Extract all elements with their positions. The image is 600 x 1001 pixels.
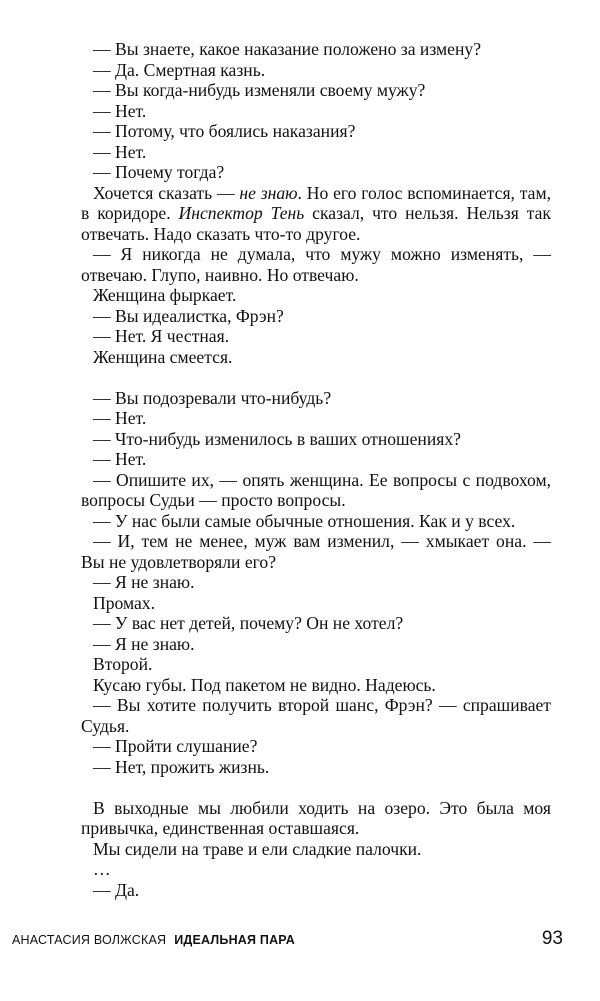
footer-book-title: ИДЕАЛЬНАЯ ПАРА bbox=[174, 933, 295, 947]
paragraph bbox=[81, 388, 551, 409]
paragraph bbox=[81, 859, 551, 880]
paragraph-text: — Что-нибудь изменилось в ваших отношениях? bbox=[93, 428, 461, 449]
paragraph-text: Женщина фыркает. bbox=[93, 285, 237, 305]
paragraph-text: Женщина смеется. bbox=[93, 346, 233, 367]
paragraph-text: — Да. bbox=[93, 879, 140, 900]
paragraph bbox=[81, 142, 551, 163]
paragraph-text: — Нет. Я честная. bbox=[93, 326, 230, 346]
paragraph-text: — Потому, что боялись наказания? bbox=[93, 121, 356, 141]
emphasis-text: не знаю bbox=[239, 182, 298, 203]
paragraph bbox=[81, 121, 551, 142]
paragraph-text: — Вы хотите получить второй шанс, Фрэн? — спрашивает Судья. bbox=[81, 695, 551, 736]
paragraph-text: — Вы идеалистка, Фрэн? bbox=[93, 305, 284, 326]
paragraph-text: Кусаю губы. Под пакетом не видно. Надеюсь. bbox=[93, 674, 436, 695]
paragraph bbox=[81, 39, 551, 60]
paragraph-text: — Я не знаю. bbox=[93, 633, 195, 654]
paragraph bbox=[81, 470, 551, 511]
paragraph-text: Хочется сказать — bbox=[93, 182, 240, 203]
paragraph-text: — Вы когда-нибудь изменяли своему мужу? bbox=[93, 80, 426, 100]
paragraph-text: — Пройти слушание? bbox=[93, 736, 258, 756]
page-text bbox=[81, 39, 551, 900]
text-block-2 bbox=[81, 388, 551, 778]
paragraph bbox=[81, 60, 551, 81]
paragraph-text: — Нет. bbox=[93, 141, 147, 162]
paragraph bbox=[81, 572, 551, 593]
paragraph-text: — Нет. bbox=[93, 100, 147, 121]
paragraph bbox=[81, 326, 551, 347]
paragraph bbox=[81, 101, 551, 122]
paragraph-text: Промах. bbox=[93, 592, 155, 613]
paragraph bbox=[81, 162, 551, 183]
paragraph-text: В выходные мы любили ходить на озеро. Это была моя привычка, единственная оставшаяся. bbox=[81, 797, 551, 838]
paragraph-text: — Вы знаете, какое наказание положено за измену? bbox=[93, 39, 481, 59]
page-footer bbox=[12, 928, 563, 950]
paragraph-text: — Нет. bbox=[93, 408, 147, 428]
paragraph bbox=[81, 183, 551, 245]
paragraph bbox=[81, 449, 551, 470]
paragraph bbox=[81, 244, 551, 285]
paragraph bbox=[81, 675, 551, 696]
paragraph bbox=[81, 285, 551, 306]
paragraph bbox=[81, 654, 551, 675]
paragraph bbox=[81, 613, 551, 634]
paragraph bbox=[81, 531, 551, 572]
paragraph bbox=[81, 429, 551, 450]
paragraph bbox=[81, 511, 551, 532]
paragraph bbox=[81, 736, 551, 757]
paragraph bbox=[81, 408, 551, 429]
paragraph bbox=[81, 695, 551, 736]
paragraph bbox=[81, 593, 551, 614]
section-break bbox=[81, 367, 551, 388]
paragraph-text: — Нет. bbox=[93, 449, 147, 469]
paragraph-text: — У нас были самые обычные отношения. Как и у всех. bbox=[93, 510, 516, 531]
paragraph bbox=[81, 880, 551, 901]
paragraph-text: — И, тем не менее, муж вам изменил, — хмыкает она. — Вы не удовлетворяли его? bbox=[81, 531, 551, 572]
paragraph-text: — Почему тогда? bbox=[93, 162, 225, 182]
page-number: 93 bbox=[541, 928, 563, 949]
paragraph-text: Мы сидели на траве и ели сладкие палочки. bbox=[93, 838, 422, 859]
paragraph-text: — Да. Смертная казнь. bbox=[93, 59, 266, 80]
paragraph-text: . Но его голос вспоминается, там, в коридоре. bbox=[81, 182, 551, 223]
running-footer bbox=[12, 931, 295, 949]
section-break bbox=[81, 777, 551, 798]
paragraph-text: — Я не знаю. bbox=[93, 572, 195, 592]
paragraph bbox=[81, 757, 551, 778]
paragraph-text: … bbox=[93, 859, 111, 879]
paragraph-text: — Я никогда не думала, что мужу можно изменять, — отвечаю. Глупо, наивно. Но отвечаю. bbox=[81, 244, 551, 285]
paragraph bbox=[81, 798, 551, 839]
paragraph-text: — Опишите их, — опять женщина. Ее вопросы с подвохом, вопросы Судьи — просто вопросы. bbox=[81, 469, 551, 510]
paragraph-text: — Вы подозревали что-нибудь? bbox=[93, 387, 332, 408]
paragraph bbox=[81, 839, 551, 860]
paragraph bbox=[81, 306, 551, 327]
paragraph bbox=[81, 347, 551, 368]
text-block-3 bbox=[81, 798, 551, 901]
emphasis-text: Инспектор Тень bbox=[178, 203, 305, 223]
paragraph-text: Второй. bbox=[93, 654, 153, 674]
paragraph-text: — У вас нет детей, почему? Он не хотел? bbox=[93, 613, 404, 633]
paragraph-text: — Нет, прожить жизнь. bbox=[93, 756, 270, 777]
footer-author: АНАСТАСИЯ ВОЛЖСКАЯ bbox=[12, 933, 167, 947]
paragraph bbox=[81, 80, 551, 101]
paragraph-text: сказал, что нельзя. Нельзя так отвечать. Надо сказать что-то другое. bbox=[81, 203, 551, 244]
paragraph bbox=[81, 634, 551, 655]
text-block-1 bbox=[81, 39, 551, 367]
